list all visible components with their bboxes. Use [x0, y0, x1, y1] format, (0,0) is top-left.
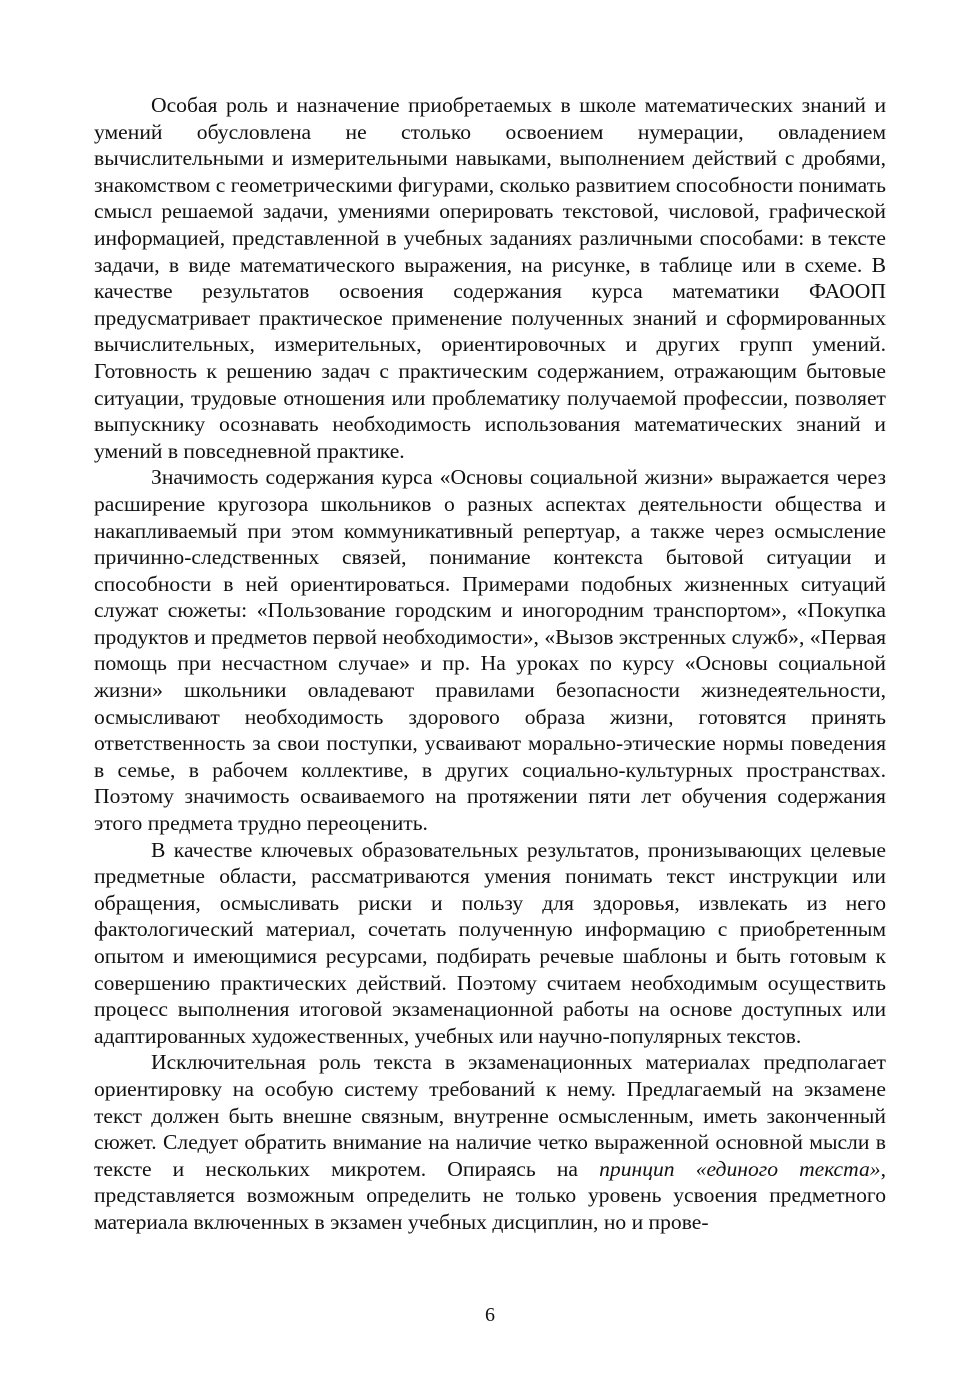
- page-number: 6: [485, 1304, 495, 1326]
- paragraph-social-life: Значимость содержания курса «Основы социальной жизни» выражается через расширение кругозора школьников о разных аспектах деятельности общества и накапливаемый при этом коммуникативный репертуар, а также через осмысление причинно-следственных связей, понимание контекста бытовой ситуации и способности в ней ориентироваться. Примерами подобных жизненных ситуаций служат сюжеты: «Пользование городским и иногородним транспортом», «Покупка продуктов и предметов первой необходимости», «Вызов экстренных служб», «Первая помощь при несчастном случае» и пр. На уроках по курсу «Основы социальной жизни» школьники овладевают правилами безопасности жизнедеятельности, осмысливают необходимость здорового образа жизни, готовятся принять ответственность за свои поступки, усваивают морально-этические нормы поведения в семье, в рабочем коллективе, в других социально-культурных пространствах. Поэтому значимость осваиваемого на протяжении пяти лет обучения содержания этого предмета трудно переоценить.: [94, 465, 886, 836]
- paragraph-text-role: [94, 1049, 886, 1235]
- paragraph-text-role-end: , представляется возможным определить не только уровень усвоения предметного материала включенных в экзамен учебных дисциплин, но и прове-: [94, 1156, 886, 1234]
- single-text-principle: принцип «единого текста»: [599, 1156, 881, 1181]
- paragraph-key-results: В качестве ключевых образовательных результатов, пронизывающих целевые предметные области, рассматриваются умения понимать текст инструкции или обращения, осмысливать риски и пользу для здоровья, извлекать из него фактологический материал, сочетать полученную информацию с приобретенным опытом и имеющимися ресурсами, подбирать речевые шаблоны и быть готовым к совершению практических действий. Поэтому считаем необходимым осуществить процесс выполнения итоговой экзаменационной работы на основе доступных или адаптированных художественных, учебных или научно-популярных текстов.: [94, 837, 886, 1048]
- body-text: [94, 92, 886, 1236]
- paragraph-text-role-start: Исключительная роль текста в экзаменационных материалах предполагает ориентировку на особую систему требований к нему. Предлагаемый на экзамене текст должен быть внешне связным, внутренне осмысленным, иметь законченный сюжет. Следует обратить внимание на наличие четко выраженной основной мысли в тексте и нескольких микротем. Опираясь на: [94, 1050, 886, 1181]
- paragraph-mathematics: Особая роль и назначение приобретаемых в школе математических знаний и умений обусловлена не столько освоением нумерации, овладением вычислительными и измерительными навыками, выполнением действий с дробями, знакомством с геометрическими фигурами, сколько развитием способности понимать смысл решаемой задачи, умениями оперировать текстовой, числовой, графической информацией, представленной в учебных заданиях различными способами: в тексте задачи, в виде математического выражения, на рисунке, в таблице или в схеме. В качестве результатов освоения содержания курса математики ФАООП предусматривает практическое применение полученных знаний и сформированных вычислительных, измерительных, ориентировочных и других групп умений. Готовность к решению задач с практическим содержанием, отражающим бытовые ситуации, трудовые отношения или проблематику получаемой профессии, позволяет выпускнику осознавать необходимость использования математических знаний и умений в повседневной практике.: [94, 93, 886, 463]
